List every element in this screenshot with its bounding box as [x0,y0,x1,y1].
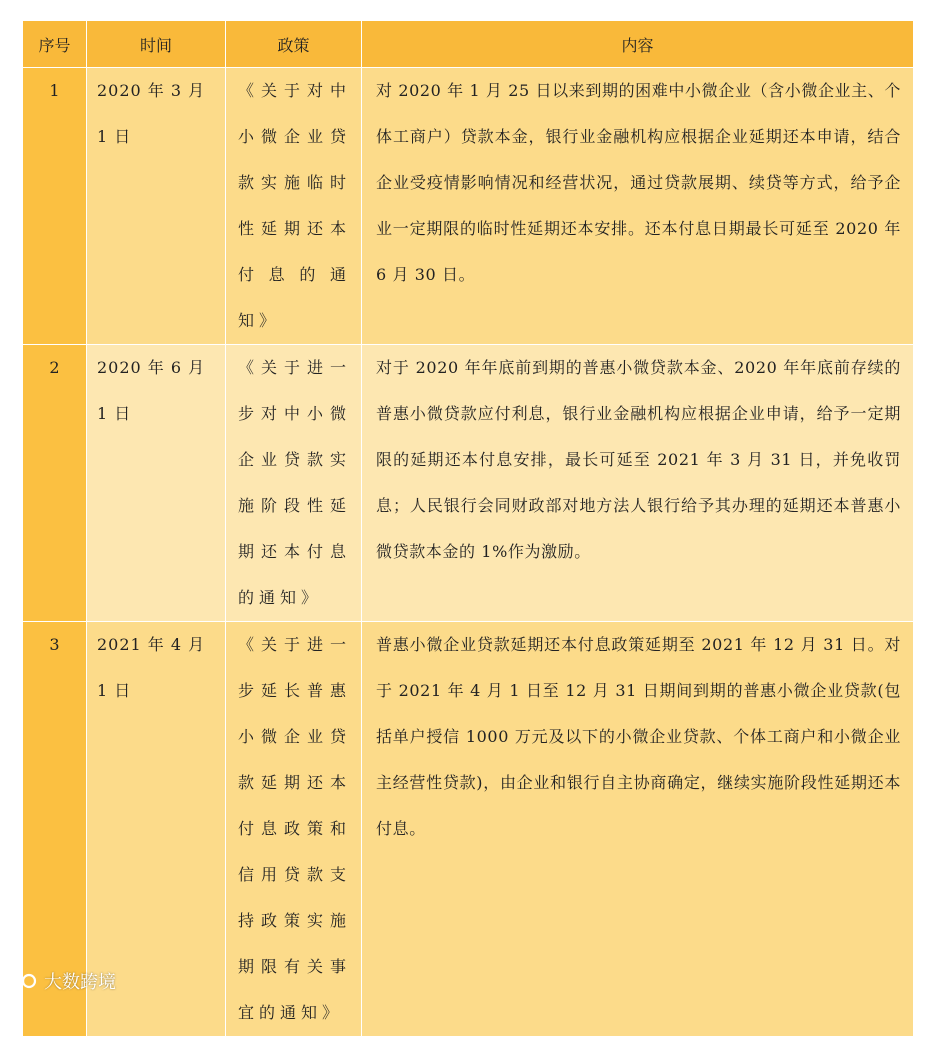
policy-table [22,20,914,1037]
time-text: 2020 年 3 月 1 日 [97,81,206,146]
policy-text: 《关于进一步对中小微企业贷款实施阶段性延期还本付息的通知》 [238,358,351,607]
header-content: 内容 [362,21,914,68]
time-text: 2020 年 6 月 1 日 [97,358,206,423]
header-seq: 序号 [23,21,87,68]
policy-cell [226,68,362,345]
time-text: 2021 年 4 月 1 日 [97,635,206,700]
header-row [23,21,914,68]
content-cell [362,622,914,1037]
watermark [8,968,116,994]
policy-text: 《关于对中小微企业贷款实施临时性延期还本付息的通知》 [238,81,351,330]
content-cell [362,68,914,345]
table-row [23,345,914,622]
brand-logo-icon [8,972,38,990]
header-policy: 政策 [226,21,362,68]
content-text: 对于 2020 年年底前到期的普惠小微贷款本金、2020 年年底前存续的普惠小微贷款应付利息，银行业金融机构应根据企业申请，给予一定期限的延期还本付息安排，最长可延至 2021 年 3 月 31 日，并免收罚息；人民银行会同财政部对地方法人银行给予其办理的延期还本普惠小微贷款本金的 1%作为激励。 [376,358,901,561]
seq-cell [23,68,87,345]
table-row [23,68,914,345]
table-header [23,21,914,68]
time-cell [87,68,226,345]
seq-text: 2 [49,358,60,377]
policy-text: 《关于进一步延长普惠小微企业贷款延期还本付息政策和信用贷款支持政策实施期限有关事宜的通知》 [238,635,351,1022]
watermark-text: 大数跨境 [44,972,116,993]
content-text: 普惠小微企业贷款延期还本付息政策延期至 2021 年 12 月 31 日。对于 2021 年 4 月 1 日至 12 月 31 日期间到期的普惠小微企业贷款(包括单户授信 1000 万元及以下的小微企业贷款、个体工商户和小微企业主经营性贷款)，由企业和银行自主协商确定，继续实施阶段性延期还本付息。 [376,635,901,838]
table-row [23,622,914,1037]
seq-text: 1 [49,81,60,100]
content-text: 对 2020 年 1 月 25 日以来到期的困难中小微企业（含小微企业主、个体工商户）贷款本金，银行业金融机构应根据企业延期还本申请，结合企业受疫情影响情况和经营状况，通过贷款展期、续贷等方式，给予企业一定期限的临时性延期还本安排。还本付息日期最长可延至 2020 年 6 月 30 日。 [376,81,901,284]
header-time: 时间 [87,21,226,68]
content-cell [362,345,914,622]
time-cell [87,345,226,622]
seq-cell [23,345,87,622]
policy-cell [226,345,362,622]
table-body [23,68,914,1037]
seq-text: 3 [49,635,60,654]
policy-cell [226,622,362,1037]
